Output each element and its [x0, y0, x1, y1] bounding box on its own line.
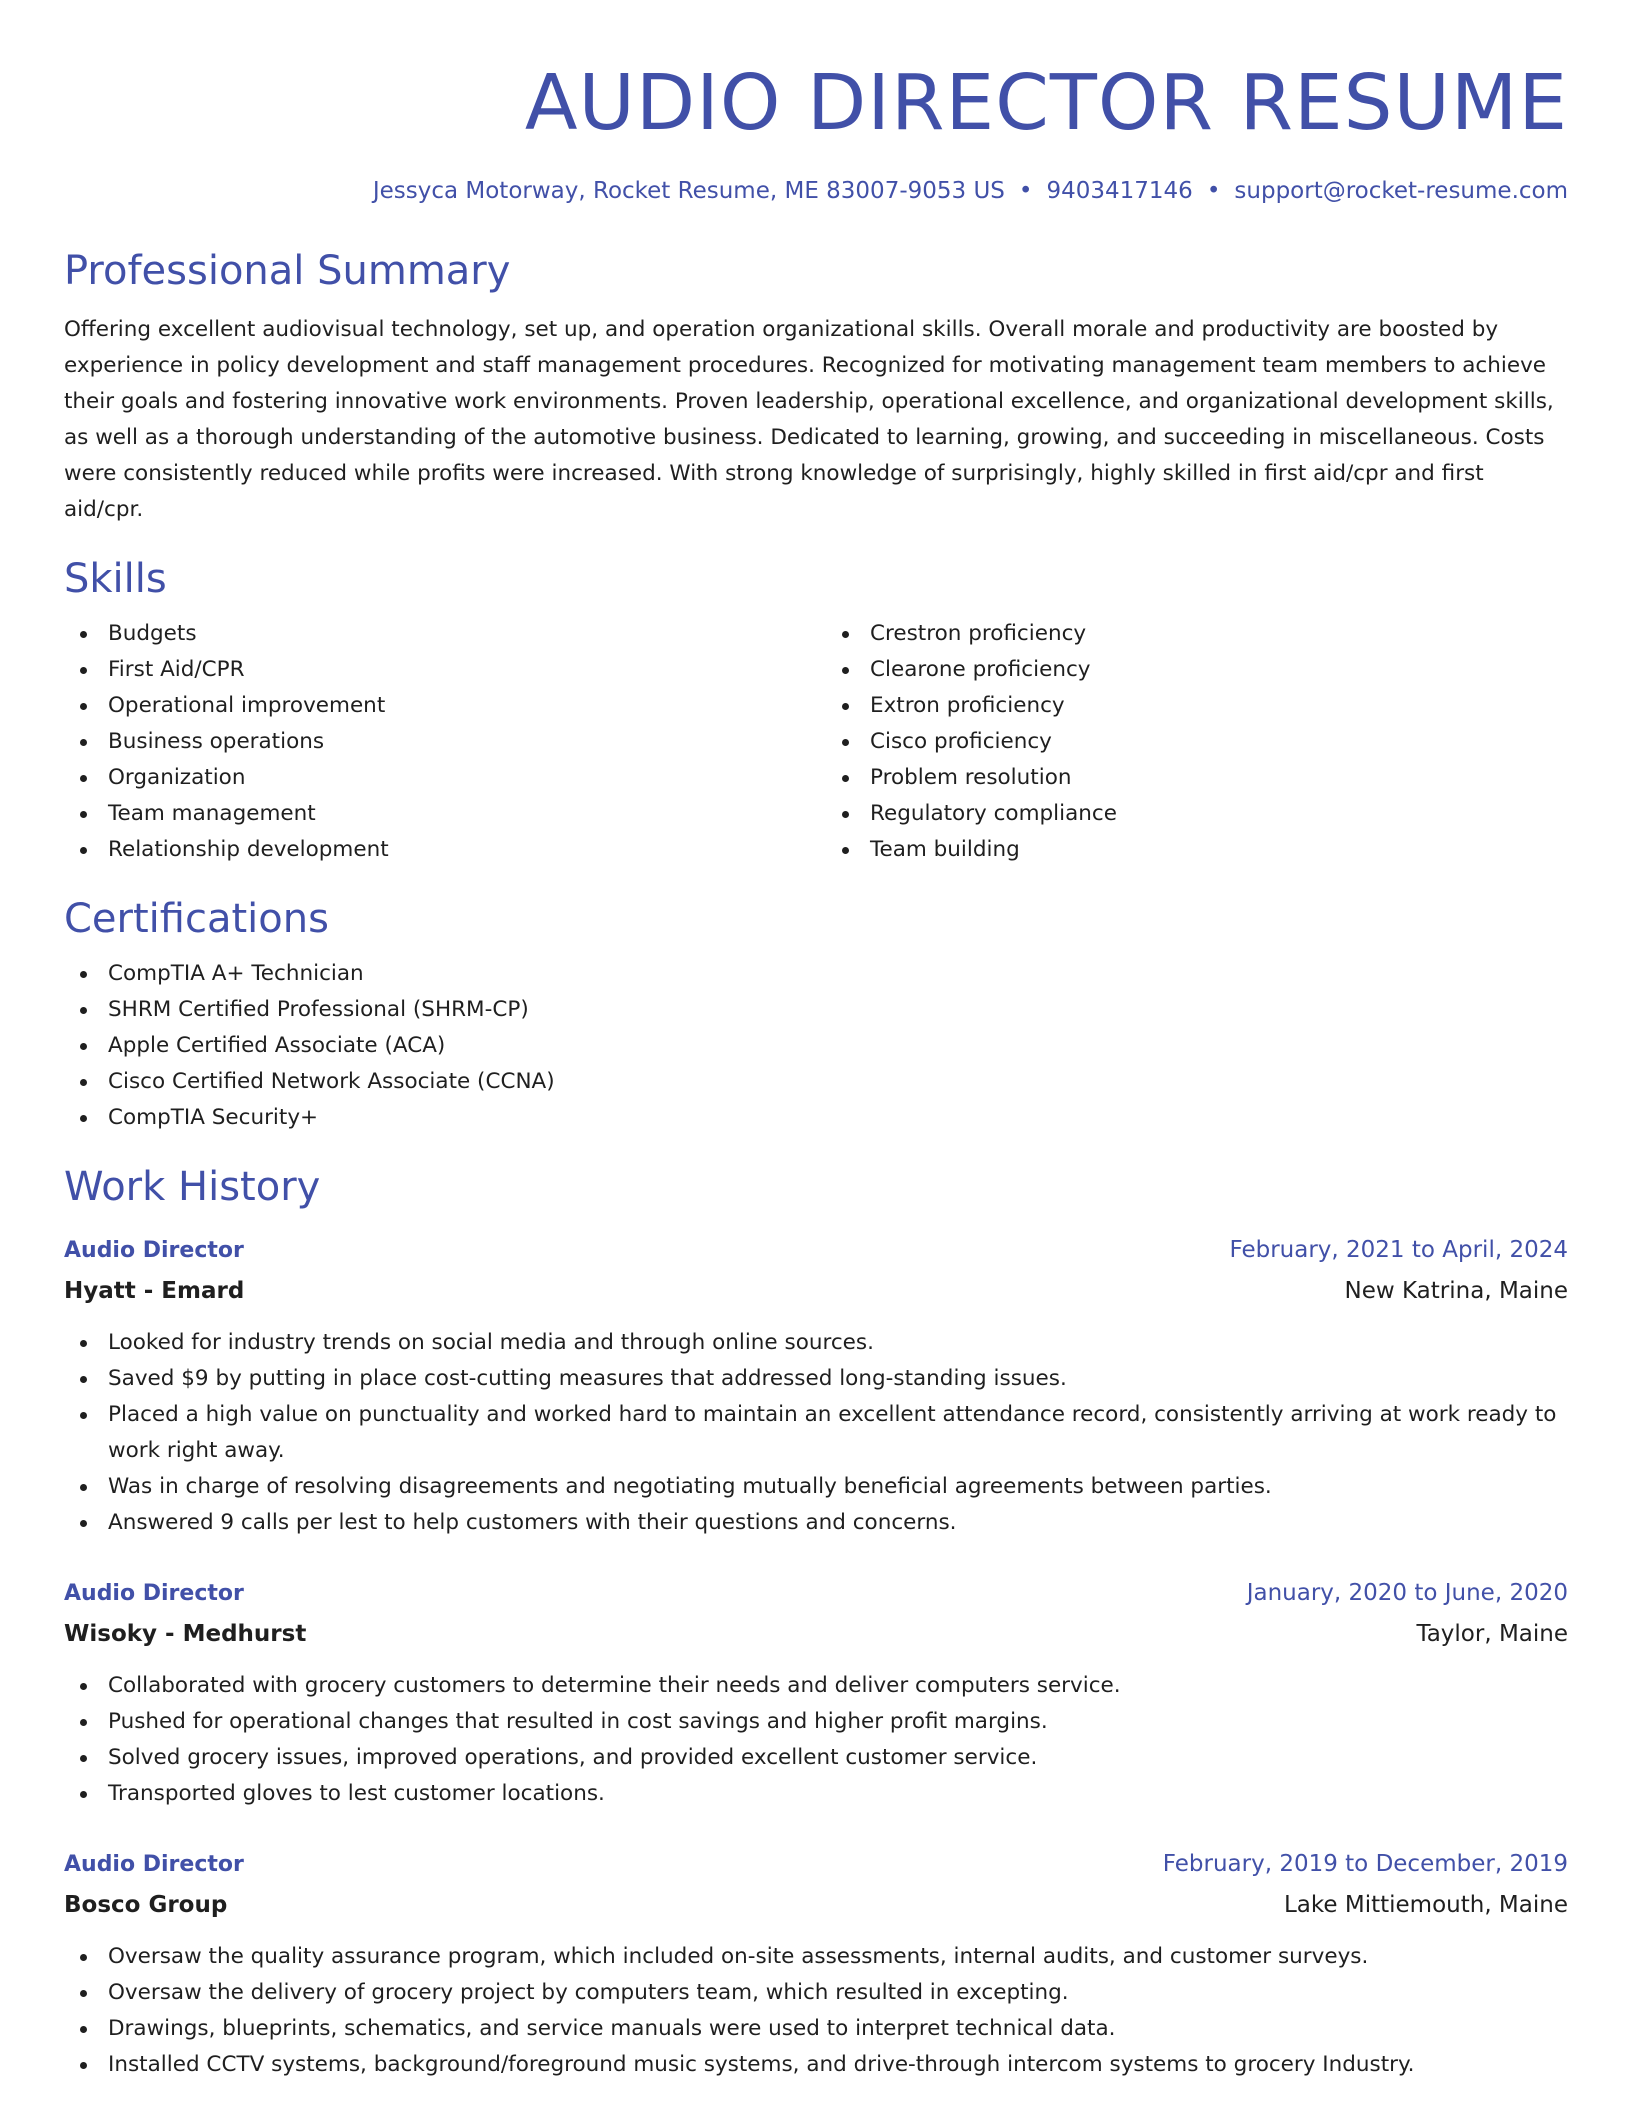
job-company: Bosco Group: [64, 1892, 228, 1918]
skill-item: Extron proficiency: [826, 688, 1568, 724]
job-title: Audio Director: [64, 1238, 244, 1263]
certification-item: CompTIA A+ Technician: [64, 956, 1568, 992]
contact-separator: •: [1206, 178, 1221, 204]
skill-item: Operational improvement: [64, 688, 806, 724]
job-bullets: [64, 1325, 1568, 1541]
work-history-heading: Work History: [64, 1164, 321, 1210]
job-bullets: [64, 1668, 1568, 1812]
skill-item: Relationship development: [64, 832, 806, 868]
job-bullet: Oversaw the delivery of grocery project by computers team, which resulted in excepting.: [64, 1975, 1568, 2011]
contact-email: support@rocket-resume.com: [1234, 178, 1568, 204]
job-bullet: Transported gloves to lest customer locations.: [64, 1776, 1568, 1812]
skill-item: Team building: [826, 832, 1568, 868]
job-entry: [64, 1575, 1568, 1812]
job-dates: January, 2020 to June, 2020: [1246, 1580, 1568, 1606]
skill-item: Business operations: [64, 724, 806, 760]
contact-phone: 9403417146: [1046, 178, 1193, 204]
job-bullet: Solved grocery issues, improved operations, and provided excellent customer service.: [64, 1740, 1568, 1776]
resume-title: AUDIO DIRECTOR RESUME: [524, 59, 1568, 148]
certification-item: Cisco Certified Network Associate (CCNA): [64, 1064, 1568, 1100]
job-bullet: Collaborated with grocery customers to determine their needs and deliver computers service.: [64, 1668, 1568, 1704]
job-company-row: [64, 1269, 1568, 1309]
job-company-row: [64, 1883, 1568, 1923]
job-entry: [64, 1232, 1568, 1541]
certification-item: SHRM Certified Professional (SHRM-CP): [64, 992, 1568, 1028]
skill-item: First Aid/CPR: [64, 652, 806, 688]
skill-item: Cisco proficiency: [826, 724, 1568, 760]
skills-grid: [64, 604, 1568, 868]
job-bullet: Pushed for operational changes that resulted in cost savings and higher profit margins.: [64, 1704, 1568, 1740]
work-history-section: [64, 1162, 1568, 2083]
certifications-list: [64, 956, 1568, 1136]
job-title: Audio Director: [64, 1852, 244, 1877]
certification-item: Apple Certified Associate (ACA): [64, 1028, 1568, 1064]
job-location: New Katrina, Maine: [1344, 1278, 1568, 1304]
job-bullet: Saved $9 by putting in place cost-cutting measures that addressed long-standing issues.: [64, 1361, 1568, 1397]
skill-item: Organization: [64, 760, 806, 796]
job-title-row: [64, 1232, 1568, 1269]
job-company: Hyatt - Emard: [64, 1278, 245, 1304]
contact-line: [64, 176, 1568, 206]
skills-heading: Skills: [64, 556, 167, 602]
summary-heading: Professional Summary: [64, 248, 511, 294]
job-dates: February, 2021 to April, 2024: [1229, 1237, 1568, 1263]
skills-section: [64, 554, 1568, 868]
job-company-row: [64, 1612, 1568, 1652]
job-title-row: [64, 1575, 1568, 1612]
skill-item: Budgets: [64, 616, 806, 652]
skills-list-left: [64, 616, 806, 868]
job-company: Wisoky - Medhurst: [64, 1621, 307, 1647]
job-dates: February, 2019 to December, 2019: [1162, 1851, 1568, 1877]
skill-item: Crestron proficiency: [826, 616, 1568, 652]
skill-item: Regulatory compliance: [826, 796, 1568, 832]
job-title: Audio Director: [64, 1581, 244, 1606]
job-bullet: Looked for industry trends on social media and through online sources.: [64, 1325, 1568, 1361]
job-bullet: Drawings, blueprints, schematics, and service manuals were used to interpret technical data.: [64, 2011, 1568, 2047]
certifications-section: [64, 894, 1568, 1136]
skill-item: Problem resolution: [826, 760, 1568, 796]
skill-item: Team management: [64, 796, 806, 832]
certifications-heading: Certifications: [64, 896, 329, 942]
job-title-row: [64, 1846, 1568, 1883]
summary-section: [64, 246, 1568, 528]
job-bullet: Answered 9 calls per lest to help customers with their questions and concerns.: [64, 1505, 1568, 1541]
certification-item: CompTIA Security+: [64, 1100, 1568, 1136]
skills-list-right: [826, 616, 1568, 868]
job-bullet: Oversaw the quality assurance program, which included on-site assessments, internal audits, and customer surveys.: [64, 1939, 1568, 1975]
job-location: Lake Mittiemouth, Maine: [1283, 1892, 1568, 1918]
contact-address: Jessyca Motorway, Rocket Resume, ME 83007-9053 US: [372, 178, 1005, 204]
summary-text: Offering excellent audiovisual technology, set up, and operation organizational skills. Overall morale and productivity are boosted by experience in policy development and staff management procedures. Recognized for motivating management team members to achieve their goals and fostering innovative work environments. Proven leadership, operational excellence, and organizational development skills, as well as a thorough understanding of the automotive business. Dedicated to learning, growing, and succeeding in miscellaneous. Costs were consistently reduced while profits were increased. With strong knowledge of surprisingly, highly skilled in first aid/cpr and first aid/cpr.: [64, 317, 1554, 522]
contact-separator: •: [1018, 178, 1033, 204]
job-bullet: Installed CCTV systems, background/foreground music systems, and drive-through intercom systems to grocery Industry.: [64, 2047, 1568, 2083]
job-entry: [64, 1846, 1568, 2083]
job-bullet: Was in charge of resolving disagreements and negotiating mutually beneficial agreements between parties.: [64, 1469, 1568, 1505]
skill-item: Clearone proficiency: [826, 652, 1568, 688]
resume-header: [64, 58, 1568, 206]
job-bullet: Placed a high value on punctuality and worked hard to maintain an excellent attendance record, consistently arriving at work ready to work right away.: [64, 1397, 1568, 1469]
job-location: Taylor, Maine: [1416, 1621, 1568, 1647]
resume-page: [64, 0, 1568, 2083]
job-bullets: [64, 1939, 1568, 2083]
